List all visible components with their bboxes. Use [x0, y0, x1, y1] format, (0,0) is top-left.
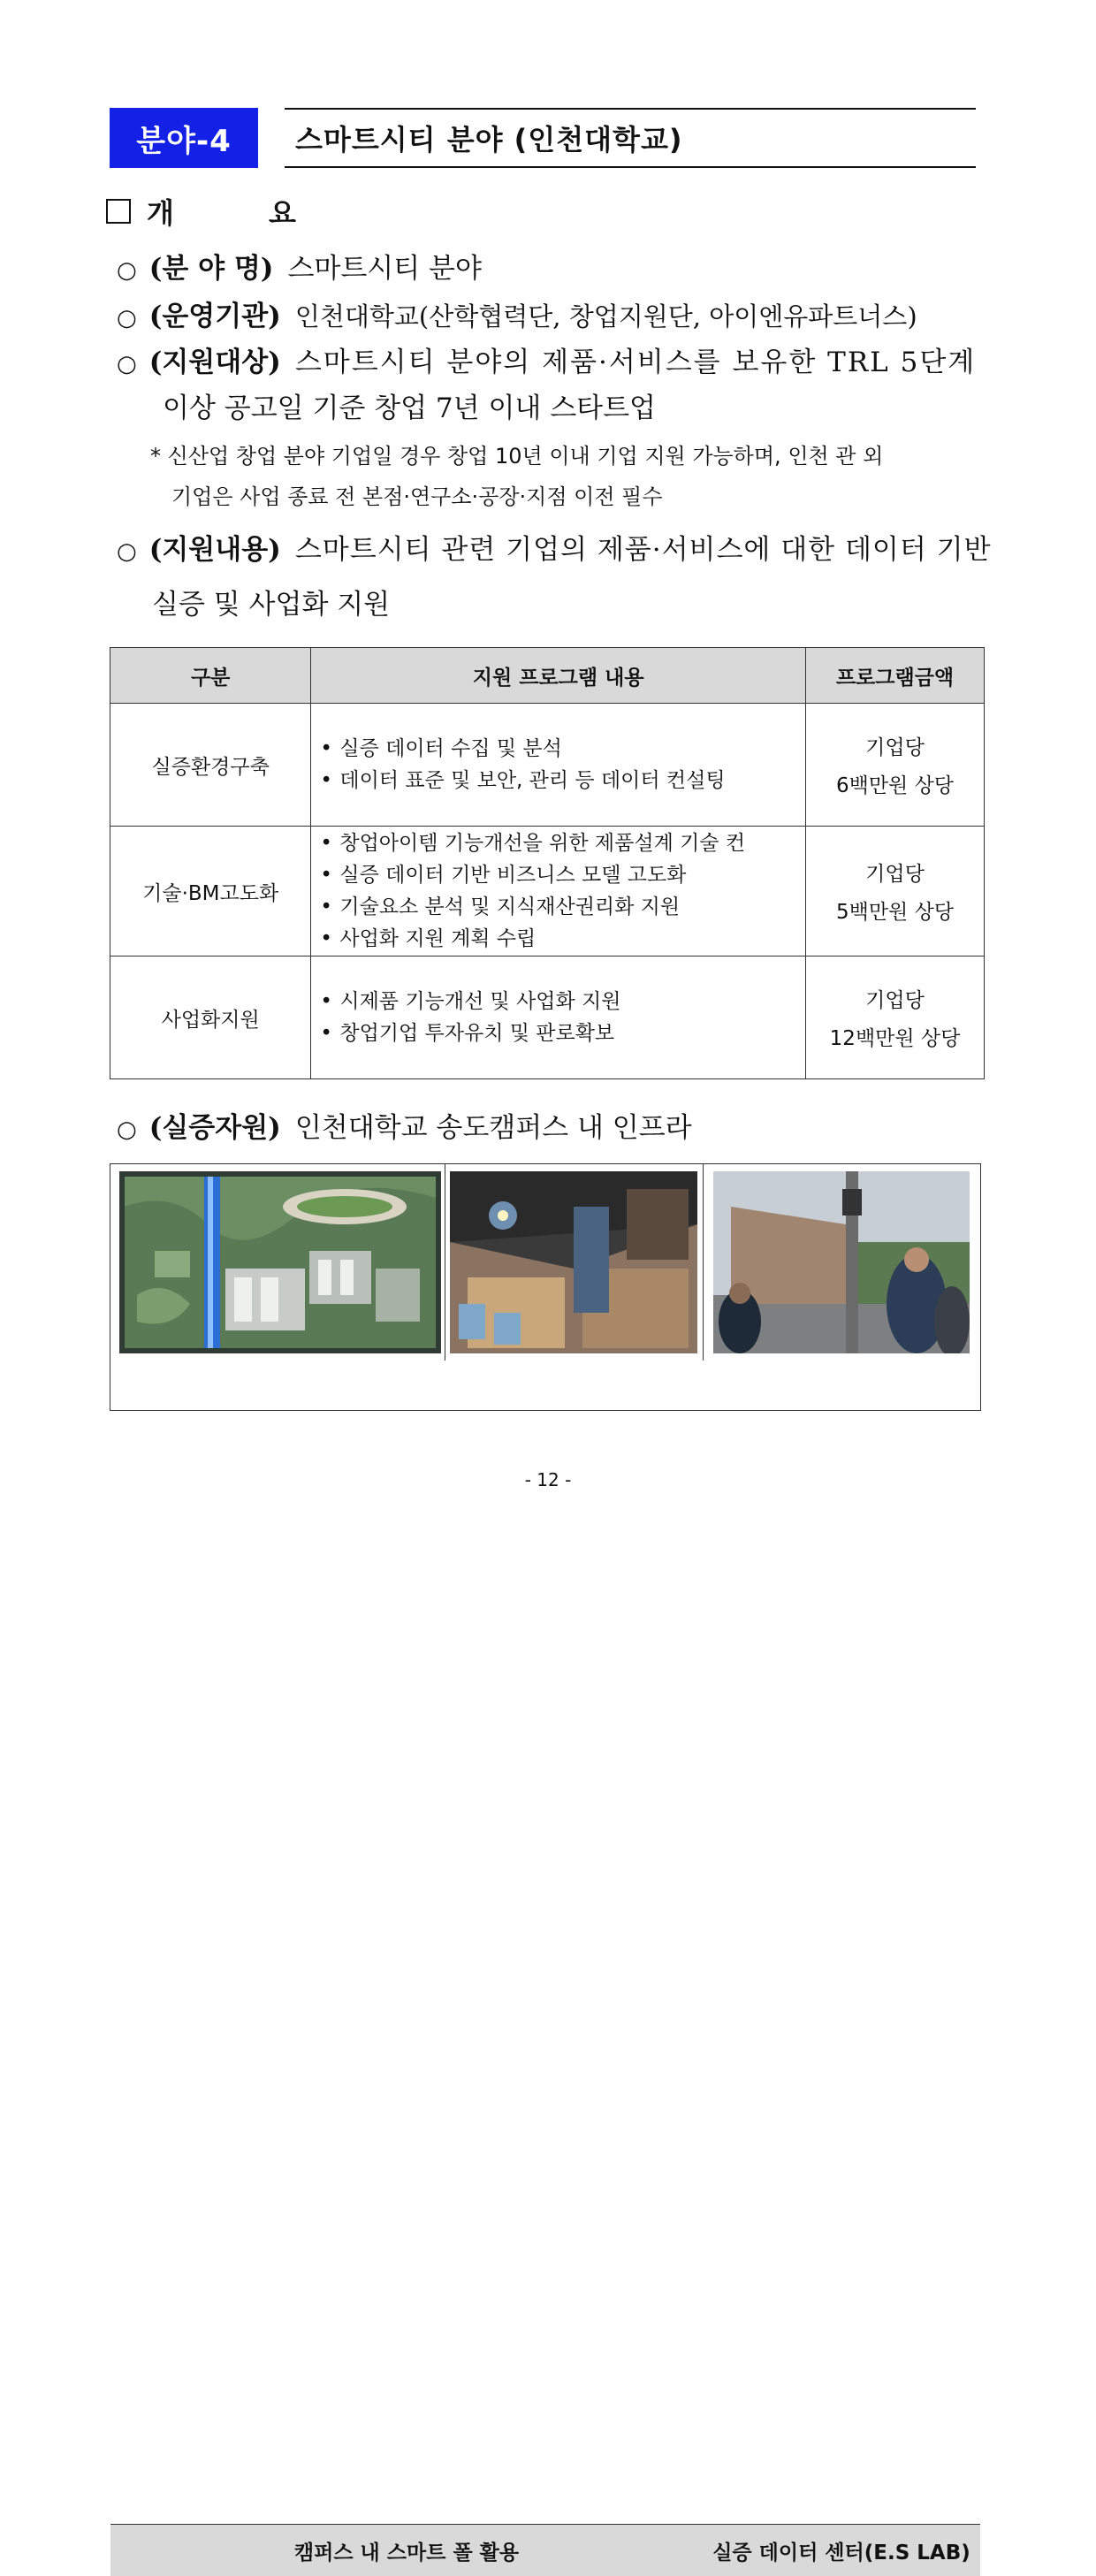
table-row [110, 704, 985, 827]
row-category: 실증환경구축 [110, 704, 311, 827]
item-target [117, 339, 976, 379]
table-header-content: 지원 프로그램 내용 [311, 648, 806, 704]
row-content [311, 704, 806, 827]
item-content-continuation: 실증 및 사업화 지원 [152, 589, 391, 621]
item-demo [117, 1105, 692, 1145]
section-badge: 분야-4 [110, 108, 258, 168]
section-title-text: 스마트시티 분야 (인천대학교) [295, 123, 683, 156]
row-amount [806, 827, 985, 956]
checkbox-square-icon [106, 199, 131, 224]
circle-bullet-icon: ○ [117, 257, 137, 284]
circle-bullet-icon: ○ [117, 351, 137, 377]
item-text: 인천대학교 송도캠퍼스 내 인프라 [294, 1112, 692, 1144]
row-content [311, 827, 806, 956]
list-item: • 사업화 지원 계획 수립 [320, 927, 537, 950]
item-label: (실증자원) [148, 1112, 281, 1144]
amount-line-2: 12백만원 상당 [829, 1027, 961, 1050]
note-line-2: 기업은 사업 종료 전 본점·연구소·공장·지점 이전 필수 [171, 484, 663, 509]
amount-line-2: 6백만원 상당 [835, 774, 955, 797]
row-category: 기술·BM고도화 [110, 827, 311, 956]
list-item: • 기술요소 분석 및 지식재산권리화 지원 [320, 896, 681, 918]
table-header-amount: 프로그램금액 [806, 648, 985, 704]
list-item-text: 사업화 지원 계획 수립 [339, 927, 537, 950]
item-org [117, 293, 917, 333]
row-content [311, 956, 806, 1079]
overview-heading [106, 191, 339, 232]
amount-line-2: 5백만원 상당 [835, 901, 955, 924]
row-category: 사업화지원 [110, 956, 311, 1079]
list-item: • 실증 데이터 수집 및 분석 [320, 737, 562, 760]
table-row [110, 956, 985, 1079]
item-text: 스마트시티 분야 [287, 253, 482, 285]
list-item-text: 창업기업 투자유치 및 판로확보 [339, 1022, 615, 1045]
program-table [110, 647, 985, 1079]
list-item: • 시제품 기능개선 및 사업화 지원 [320, 990, 621, 1013]
row-amount [806, 704, 985, 827]
list-item: • 실증 데이터 기반 비즈니스 모델 고도화 [320, 864, 687, 887]
divider [703, 1164, 704, 1360]
table-header-category: 구분 [110, 648, 311, 704]
photo-caption-datacenter: 실증 데이터 센터(E.S LAB) [703, 2524, 980, 2576]
list-item-text: 실증 데이터 수집 및 분석 [339, 737, 562, 760]
item-label: (지원내용) [148, 534, 281, 566]
list-item-text: 기술요소 분석 및 지식재산권리화 지원 [339, 896, 681, 918]
amount-line-1: 기업당 [865, 989, 925, 1012]
item-label: (분 야 명) [148, 253, 274, 285]
table-header-row [110, 648, 985, 704]
overview-heading-text: 개 요 [147, 196, 339, 230]
item-target-continuation: 이상 공고일 기준 창업 7년 이내 스타트업 [163, 392, 656, 424]
table-row [110, 827, 985, 956]
list-item: • 창업기업 투자유치 및 판로확보 [320, 1022, 615, 1045]
section-title [285, 108, 976, 168]
data-center-photo [713, 1171, 970, 1353]
item-text: 스마트시티 분야의 제품·서비스를 보유한 TRL 5단계 [294, 347, 977, 378]
amount-line-1: 기업당 [865, 863, 925, 886]
note-line-1: * 신산업 창업 분야 기업일 경우 창업 10년 이내 기업 지원 가능하며, 인천 관 외 [150, 444, 884, 469]
list-item-text: 창업아이템 기능개선을 위한 제품설계 기술 컨 [339, 832, 746, 855]
circle-bullet-icon: ○ [117, 538, 137, 565]
circle-bullet-icon: ○ [117, 1117, 137, 1143]
item-label: (지원대상) [148, 347, 281, 378]
item-text: 스마트시티 관련 기업의 제품·서비스에 대한 데이터 기반 [294, 534, 992, 566]
row-amount [806, 956, 985, 1079]
list-item-text: 시제품 기능개선 및 사업화 지원 [339, 990, 621, 1013]
list-item-text: 실증 데이터 기반 비즈니스 모델 고도화 [339, 864, 687, 887]
list-item: • 데이터 표준 및 보안, 관리 등 데이터 컨설팅 [320, 769, 726, 792]
list-item: • 창업아이템 기능개선을 위한 제품설계 기술 컨 [320, 832, 746, 855]
item-field [117, 246, 482, 286]
amount-line-1: 기업당 [865, 736, 925, 759]
campus-map-photo [119, 1171, 441, 1353]
item-text: 인천대학교(산학협력단, 창업지원단, 아이엔유파트너스) [294, 301, 917, 332]
item-label: (운영기관) [148, 301, 281, 332]
photo-caption-campus: 캠퍼스 내 스마트 폴 활용 [110, 2524, 704, 2576]
item-content [117, 527, 992, 567]
page-number: - 12 - [524, 1469, 572, 1490]
circle-bullet-icon: ○ [117, 305, 137, 332]
smart-cafe-photo [450, 1171, 697, 1353]
list-item-text: 데이터 표준 및 보안, 관리 등 데이터 컨설팅 [339, 769, 726, 792]
